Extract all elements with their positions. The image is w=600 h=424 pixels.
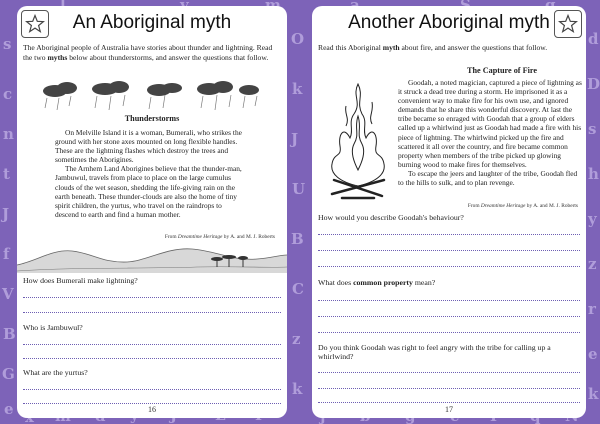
bg-letter: k xyxy=(588,385,599,403)
bg-letter: V xyxy=(2,285,14,303)
question: How does Bumerali make lightning? xyxy=(23,276,138,285)
bg-letter: n xyxy=(3,125,14,143)
left-page xyxy=(17,6,287,418)
bg-letter: k xyxy=(292,80,303,98)
answer-line[interactable] xyxy=(318,316,580,317)
question: Who is Jambuwul? xyxy=(23,323,83,332)
bg-letter: s xyxy=(588,120,597,138)
story-title: The Capture of Fire xyxy=(467,66,537,75)
story-text xyxy=(55,128,245,219)
page-number: 16 xyxy=(148,405,156,414)
bg-letter: s xyxy=(3,35,12,53)
bg-letter: G xyxy=(2,365,15,383)
bg-letter: J xyxy=(2,205,10,223)
answer-line[interactable] xyxy=(23,358,281,359)
question: How would you describe Goodah's behaviour? xyxy=(318,213,464,222)
answer-line[interactable] xyxy=(23,403,281,404)
question: What does common property mean? xyxy=(318,278,436,287)
bg-letter: O xyxy=(291,30,305,48)
answer-line[interactable] xyxy=(318,250,580,251)
bg-letter: r xyxy=(588,300,596,318)
story-paragraph: The Arnhem Land Aborigines believe that the thunder-man, Jambuwul, travels from place to place on the large cumulus clouds of the wet season, shedding the life-giving rain on the earth beneath. These thunder-clouds are also the home of tiny spirit children, the yurtus, who travel on the raindrops to descend to earth and find a human mother. xyxy=(55,164,242,219)
right-page xyxy=(312,6,586,418)
fire-illustration xyxy=(320,76,396,206)
answer-line[interactable] xyxy=(23,344,281,345)
story-paragraph: Goodah, a noted magician, captured a piece of lightning as it struck a dead tree during a storm. He imprisoned it as a convenient way to make fire for his own use, and ignored demands that he share this wonderful discovery. At last the tribe became so enraged with Goodah that a group of elders called up a whirlwind just as Goodah had made a fire with his piece of lightning. The whirlwind picked up the fire and scattered it all over the country, and fire became common property when members of the tribe picked up glowing burning wood to make fires for themselves. xyxy=(398,78,582,169)
bg-letter: e xyxy=(588,345,598,363)
story-paragraph: To escape the jeers and laughter of the tribe, Goodah fled to the hills to sulk, and to plan revenge. xyxy=(398,168,578,188)
bg-letter: c xyxy=(3,85,13,103)
bg-letter: z xyxy=(292,330,301,348)
bg-letter: B xyxy=(291,230,304,248)
citation: From Dreamtime Heritage by A. and M. J. Roberts xyxy=(467,203,578,209)
bg-letter: h xyxy=(588,165,599,183)
intro-text: The Aboriginal people of Australia have stories about thunder and lightning. Read the two myths below about thunderstorms, and answer the questions that follow. xyxy=(23,43,273,62)
bg-letter: D xyxy=(587,75,600,93)
question: What are the yurtus? xyxy=(23,368,88,377)
question: Do you think Goodah was right to feel angry with the tribe for calling up a whirlwind? xyxy=(318,343,551,361)
bg-letter: C xyxy=(292,280,304,298)
answer-line[interactable] xyxy=(318,332,580,333)
story-title: Thunderstorms xyxy=(124,114,180,123)
answer-line[interactable] xyxy=(318,402,580,403)
answer-line[interactable] xyxy=(23,312,281,313)
bg-letter: t xyxy=(3,165,10,183)
page-title: An Aboriginal myth xyxy=(72,12,232,33)
bg-letter: J xyxy=(291,130,299,148)
landscape-illustration xyxy=(17,241,287,273)
intro-text: Read this Aboriginal myth about fire, and answer the questions that follow. xyxy=(318,43,548,52)
answer-line[interactable] xyxy=(318,372,580,373)
citation: From Dreamtime Heritage by A. and M. J. Roberts xyxy=(164,234,275,240)
bg-letter: f xyxy=(3,245,10,263)
bg-letter: B xyxy=(3,325,16,343)
answer-line[interactable] xyxy=(318,388,580,389)
story-text xyxy=(398,78,582,187)
bg-letter: y xyxy=(588,210,597,228)
storm-clouds-illustration xyxy=(37,80,267,112)
answer-line[interactable] xyxy=(23,297,281,298)
bg-letter: k xyxy=(292,380,303,398)
answer-line[interactable] xyxy=(23,389,281,390)
page-number: 17 xyxy=(445,405,453,414)
bg-letter: e xyxy=(4,400,14,418)
answer-line[interactable] xyxy=(318,234,580,235)
bg-letter: z xyxy=(588,255,597,273)
bg-letter: U xyxy=(292,180,306,198)
page-title: Another Aboriginal myth xyxy=(348,12,550,33)
bg-letter: d xyxy=(588,30,599,48)
answer-line[interactable] xyxy=(318,300,580,301)
story-paragraph: On Melville Island it is a woman, Bumerali, who strikes the ground with her stone axes mounted on long flexible handles. These are the lightning flashes which destroy the trees and sometimes the Aborigines. xyxy=(55,128,242,165)
answer-line[interactable] xyxy=(318,266,580,267)
